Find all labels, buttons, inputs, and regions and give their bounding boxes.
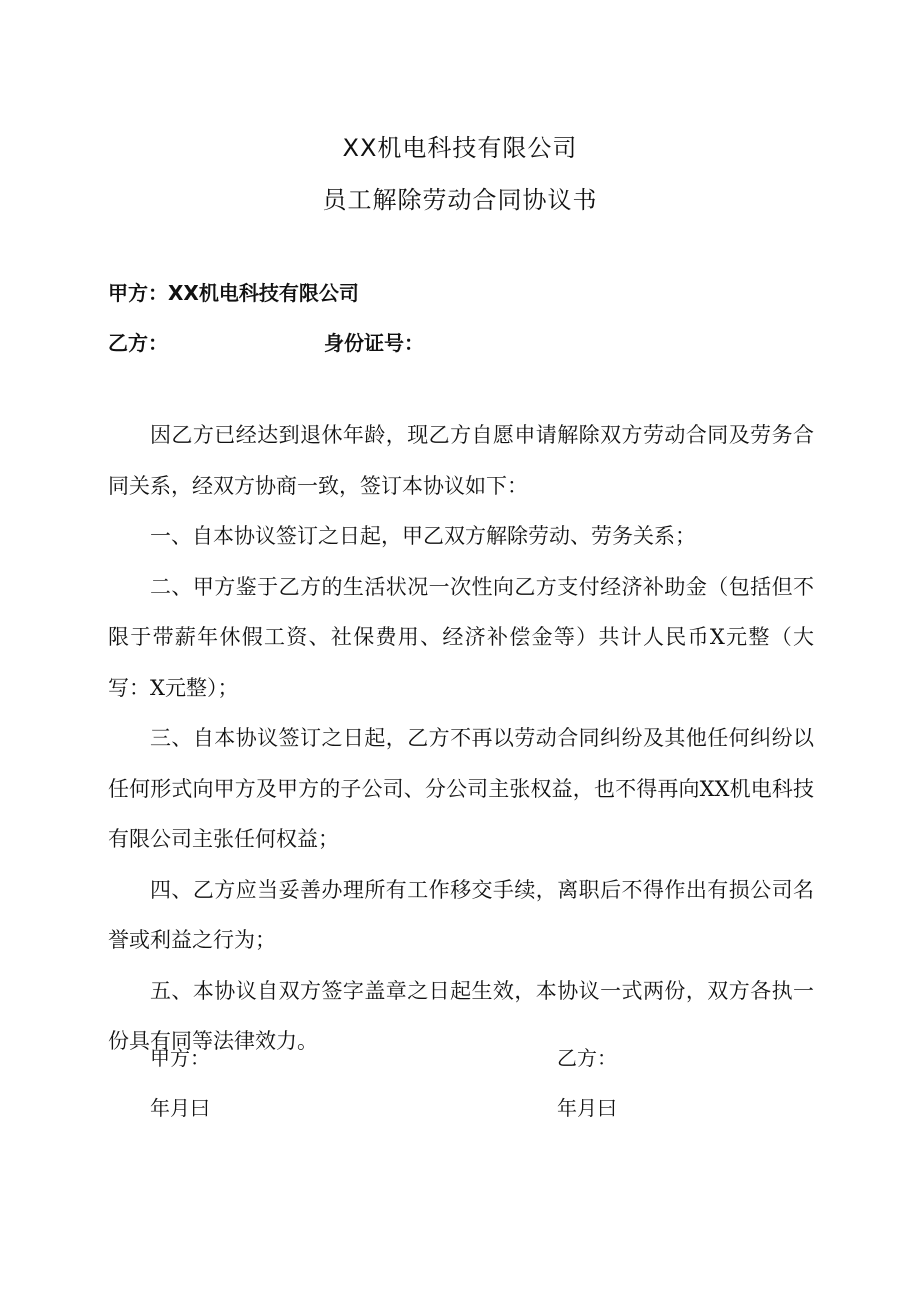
clause-5: 五、本协议自双方签字盖章之日起生效，本协议一式两份，双方各执一份具有同等法律效力。 (108, 978, 814, 1053)
signature-party-b-label: 乙方： (557, 1046, 617, 1070)
clause-1: 一、自本协议签订之日起，甲乙双方解除劳动、劳务关系； (150, 524, 696, 548)
clause-4: 四、乙方应当妥善办理所有工作移交手续，离职后不得作出有损公司名誉或利益之行为； (108, 877, 814, 952)
signature-party-b-date: 年月曰 (557, 1096, 617, 1120)
document-title: 员工解除劳动合同协议书 (322, 186, 598, 214)
signature-party-a-date: 年月曰 (150, 1096, 210, 1120)
party-a-line: 甲方：XX机电科技有限公司 (108, 281, 359, 305)
id-number-label: 身份证号： (324, 331, 424, 355)
party-b-line: 乙方： (108, 331, 168, 355)
clause-3: 三、自本协议签订之日起，乙方不再以劳动合同纠纷及其他任何纠纷以任何形式向甲方及甲方的子公司、分公司主张权益，也不得再向XX机电科技有限公司主张任何权益； (108, 726, 814, 851)
company-title: XX机电科技有限公司 (342, 134, 578, 162)
clause-2: 二、甲方鉴于乙方的生活状况一次性向乙方支付经济补助金（包括但不限于带薪年休假工资、社保费用、经济补偿金等）共计人民币X元整（大写：X元整）； (108, 574, 814, 700)
intro-paragraph: 因乙方已经达到退休年龄，现乙方自愿申请解除双方劳动合同及劳务合同关系，经双方协商一致，签订本协议如下： (108, 423, 814, 498)
signature-party-a-label: 甲方： (150, 1046, 210, 1070)
agreement-body (108, 410, 814, 1067)
